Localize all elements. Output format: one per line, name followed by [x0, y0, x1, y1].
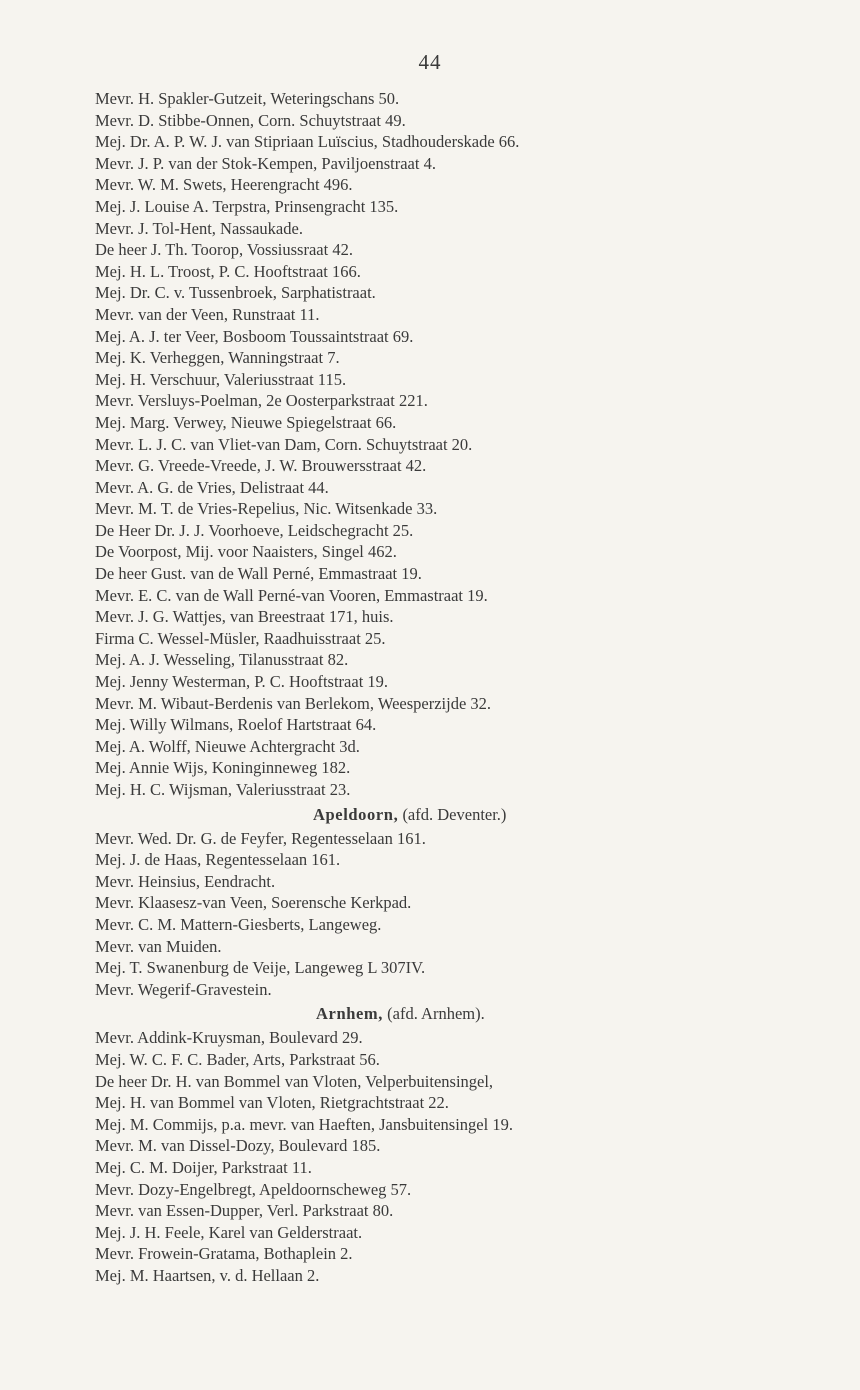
- heading-place: Arnhem,: [316, 1004, 383, 1024]
- member-entry: Mej. T. Swanenburg de Veije, Langeweg L 307IV.: [95, 958, 426, 978]
- member-entry: Mevr. Addink-Kruysman, Boulevard 29.: [95, 1028, 363, 1048]
- member-entry: Mevr. E. C. van de Wall Perné-van Vooren, Emmastraat 19.: [95, 585, 488, 605]
- member-entry: Mej. Dr. C. v. Tussenbroek, Sarphatistraat.: [95, 283, 376, 303]
- member-entry: Mej. Marg. Verwey, Nieuwe Spiegelstraat 66.: [95, 412, 397, 432]
- member-entry: Firma C. Wessel-Müsler, Raadhuisstraat 25.: [95, 628, 386, 648]
- member-entry: Mej. A. J. ter Veer, Bosboom Toussaintstraat 69.: [95, 326, 414, 346]
- section-apeldoorn: [95, 801, 835, 1001]
- section-amsterdam-continued: [95, 88, 835, 801]
- member-entry: Mevr. H. Spakler-Gutzeit, Weteringschans 50.: [95, 89, 400, 108]
- member-entry: Mej. J. de Haas, Regentesselaan 161.: [95, 850, 341, 870]
- member-entry: Mej. J. H. Feele, Karel van Gelderstraat.: [95, 1222, 363, 1242]
- member-entry: Mevr. Versluys-Poelman, 2e Oosterparkstraat 221.: [95, 391, 428, 411]
- member-entry: Mevr. Wegerif-Gravestein.: [95, 979, 272, 999]
- member-entry: Mevr. D. Stibbe-Onnen, Corn. Schuytstraat 49.: [95, 110, 406, 130]
- member-entry: Mej. Annie Wijs, Koninginneweg 182.: [95, 758, 351, 778]
- member-entry: Mej. M. Haartsen, v. d. Hellaan 2.: [95, 1265, 320, 1285]
- member-entry: Mevr. van der Veen, Runstraat 11.: [95, 304, 320, 324]
- member-entry: Mej. J. Louise A. Terpstra, Prinsengracht 135.: [95, 196, 399, 216]
- member-entry: Mevr. W. M. Swets, Heerengracht 496.: [95, 175, 353, 195]
- member-entry: Mevr. L. J. C. van Vliet-van Dam, Corn. Schuytstraat 20.: [95, 434, 473, 454]
- member-entry: Mevr. M. Wibaut-Berdenis van Berlekom, Weesperzijde 32.: [95, 693, 492, 713]
- member-entry: Mej. H. C. Wijsman, Valeriusstraat 23.: [95, 780, 351, 799]
- member-entry: Mej. A. Wolff, Nieuwe Achtergracht 3d.: [95, 736, 360, 756]
- member-entry: Mevr. Klaasesz-van Veen, Soerensche Kerkpad.: [95, 893, 412, 913]
- member-entry: Mevr. J. Tol-Hent, Nassaukade.: [95, 218, 303, 238]
- member-entry: Mevr. Frowein-Gratama, Bothaplein 2.: [95, 1244, 353, 1264]
- heading-afd: (afd. Arnhem).: [383, 1004, 485, 1024]
- member-entry: De Voorpost, Mij. voor Naaisters, Singel 462.: [95, 542, 397, 562]
- member-entry: Mej. M. Commijs, p.a. mevr. van Haeften, Jansbuitensingel 19.: [95, 1114, 513, 1134]
- member-entry: Mevr. A. G. de Vries, Delistraat 44.: [95, 477, 329, 497]
- page-number: 44: [418, 50, 442, 74]
- section-arnhem: [95, 1000, 835, 1286]
- member-listing: [95, 88, 835, 1286]
- member-entry: Mevr. G. Vreede-Vreede, J. W. Brouwersstraat 42.: [95, 456, 427, 476]
- member-entry: Mevr. M. T. de Vries-Repelius, Nic. Witsenkade 33.: [95, 499, 438, 519]
- member-entry: Mej. C. M. Doijer, Parkstraat 11.: [95, 1157, 312, 1177]
- heading-afd: (afd. Deventer.): [398, 804, 507, 824]
- member-entry: Mej. W. C. F. C. Bader, Arts, Parkstraat 56.: [95, 1049, 380, 1069]
- member-entry: Mej. Willy Wilmans, Roelof Hartstraat 64.: [95, 715, 377, 735]
- member-entry: Mevr. van Muiden.: [95, 936, 222, 956]
- member-entry: De heer J. Th. Toorop, Vossiussraat 42.: [95, 240, 353, 260]
- member-entry: Mevr. Wed. Dr. G. de Feyfer, Regentesselaan 161.: [95, 828, 426, 848]
- heading-place: Apeldoorn,: [313, 804, 399, 824]
- member-entry: Mej. H. L. Troost, P. C. Hooftstraat 166.: [95, 261, 361, 281]
- member-entry: Mej. H. van Bommel van Vloten, Rietgrachtstraat 22.: [95, 1093, 449, 1113]
- member-entry: Mevr. J. G. Wattjes, van Breestraat 171, huis.: [95, 607, 394, 627]
- member-entry: Mevr. J. P. van der Stok-Kempen, Paviljoenstraat 4.: [95, 153, 436, 173]
- member-entry: De heer Gust. van de Wall Perné, Emmastraat 19.: [95, 564, 422, 584]
- member-entry: Mej. A. J. Wesseling, Tilanusstraat 82.: [95, 650, 349, 670]
- member-entry: Mej. Dr. A. P. W. J. van Stipriaan Luïscius, Stadhouderskade 66.: [95, 132, 520, 152]
- member-entry: De heer Dr. H. van Bommel van Vloten, Velperbuitensingel,: [95, 1071, 494, 1091]
- section-heading: [95, 801, 835, 828]
- member-entry: Mevr. van Essen-Dupper, Verl. Parkstraat 80.: [95, 1201, 394, 1221]
- member-entry: Mej. K. Verheggen, Wanningstraat 7.: [95, 348, 340, 368]
- member-entry: Mej. H. Verschuur, Valeriusstraat 115.: [95, 369, 347, 389]
- member-entry: De Heer Dr. J. J. Voorhoeve, Leidschegracht 25.: [95, 520, 414, 540]
- member-entry: Mevr. M. van Dissel-Dozy, Boulevard 185.: [95, 1136, 381, 1156]
- section-heading: [95, 1000, 835, 1027]
- member-entry: Mevr. Heinsius, Eendracht.: [95, 871, 276, 891]
- member-entry: Mej. Jenny Westerman, P. C. Hooftstraat 19.: [95, 672, 389, 692]
- member-entry: Mevr. C. M. Mattern-Giesberts, Langeweg.: [95, 914, 382, 934]
- member-entry: Mevr. Dozy-Engelbregt, Apeldoornscheweg 57.: [95, 1179, 412, 1199]
